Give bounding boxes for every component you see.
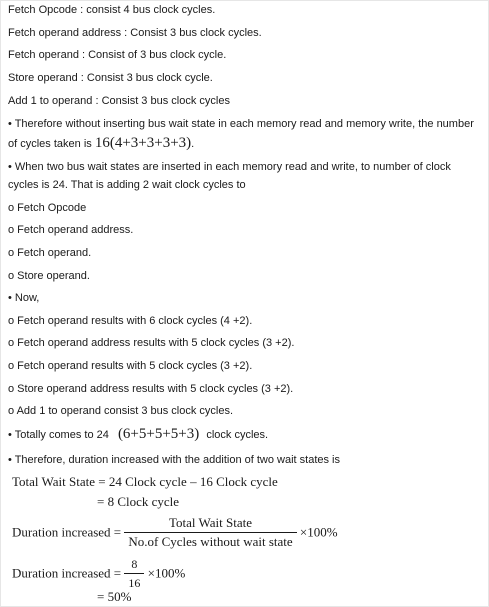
fraction-formula <box>124 515 296 550</box>
equation-duration-label: Duration increased = <box>12 524 122 540</box>
math-sum-24: (6+5+5+5+3) <box>117 426 200 442</box>
fraction-values <box>124 556 144 591</box>
math-sum-16: 16(4+3+3+3+3) <box>94 135 192 151</box>
text-totally-comes: • Totally comes to 24 <box>8 429 109 441</box>
list-item-fetch-operand-address: o Fetch operand address. <box>8 224 134 236</box>
equation-duration-result: = 50% <box>97 589 132 604</box>
list-item-fetch-opcode: o Fetch Opcode <box>8 202 87 214</box>
text-line-duration-intro: • Therefore, duration increased with the addition of two wait states is <box>8 454 340 466</box>
text-cycles-taken: of cycles taken is <box>8 138 92 150</box>
text-line-therefore-b <box>8 136 194 151</box>
text-line-add-one: Add 1 to operand : Consist 3 bus clock cycles <box>8 95 230 107</box>
text-line-therefore-a: • Therefore without inserting bus wait state in each memory read and memory write, the number <box>8 118 474 130</box>
fraction-formula-numerator: Total Wait State <box>124 515 296 533</box>
equation-total-wait-state: Total Wait State = 24 Clock cycle – 16 Clock cycle <box>12 474 278 489</box>
list-item-result-1: o Fetch operand results with 6 clock cycles (4 +2). <box>8 315 253 327</box>
text-line-fetch-operand-address: Fetch operand address : Consist 3 bus clock cycles. <box>8 27 262 39</box>
text-line-now: • Now, <box>8 292 40 304</box>
fraction-values-numerator: 8 <box>124 556 144 574</box>
equation-duration-multiplier: ×100% <box>299 524 338 540</box>
text-period: . <box>191 138 195 150</box>
text-line-when-a: • When two bus wait states are inserted in each memory read and write, to number of clock <box>8 161 451 173</box>
equation-duration-multiplier-2: ×100% <box>147 565 186 581</box>
text-line-fetch-opcode: Fetch Opcode : consist 4 bus clock cycles. <box>8 4 216 16</box>
text-line-fetch-operand: Fetch operand : Consist of 3 bus clock cycle. <box>8 49 227 61</box>
list-item-store-operand: o Store operand. <box>8 270 90 282</box>
list-item-result-5: o Add 1 to operand consist 3 bus clock cycles. <box>8 405 234 417</box>
equation-duration-formula <box>12 515 338 550</box>
list-item-result-3: o Fetch operand results with 5 clock cycles (3 +2). <box>8 360 253 372</box>
list-item-result-2: o Fetch operand address results with 5 clock cycles (3 +2). <box>8 337 295 349</box>
text-line-when-b: cycles is 24. That is adding 2 wait clock cycles to <box>8 179 246 191</box>
equation-total-wait-result: = 8 Clock cycle <box>97 494 180 509</box>
text-line-totally <box>8 427 268 442</box>
list-item-fetch-operand: o Fetch operand. <box>8 247 92 259</box>
text-line-store-operand: Store operand : Consist 3 bus clock cycle. <box>8 72 213 84</box>
equation-duration-values <box>12 556 185 591</box>
list-item-result-4: o Store operand address results with 5 clock cycles (3 +2). <box>8 383 294 395</box>
fraction-values-denominator: 16 <box>128 576 141 590</box>
equation-duration-label-2: Duration increased = <box>12 565 122 581</box>
text-clock-cycles: clock cycles. <box>206 429 269 441</box>
fraction-formula-denominator: No.of Cycles without wait state <box>128 534 293 549</box>
